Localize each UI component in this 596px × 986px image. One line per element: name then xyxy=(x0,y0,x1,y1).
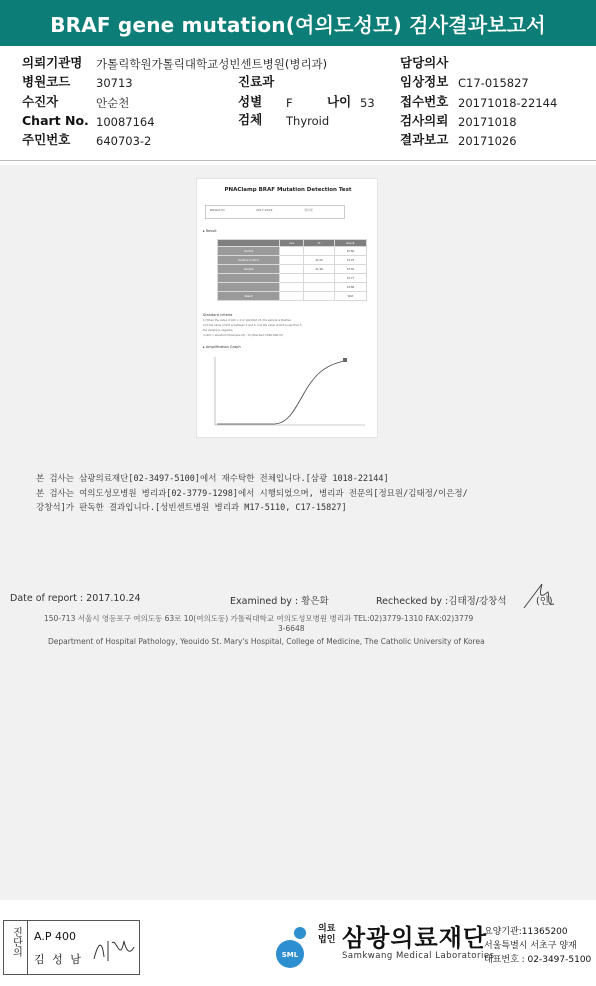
pathologist-stamp xyxy=(3,920,140,975)
address-line: 150-713 서울시 영등포구 여의도동 63로 10(여의도동) 가톨릭대학교 여의도성모병원 병리과 TEL:02)3779-1310 FAX:02)3779 xyxy=(44,614,474,623)
stamp-code: A.P 400 xyxy=(34,930,76,943)
hospital-value: 가톨릭학원가톨릭대학교성빈센트병원(병리과) xyxy=(96,57,328,71)
embedded-note: 2) If the value of ΔCt is between 2 and 5, and the value of ΔCt is less than 5, xyxy=(203,324,303,327)
logo-address: 서울특별시 서초구 양재 xyxy=(484,941,577,951)
amplification-curve xyxy=(217,361,345,424)
col-header: Result xyxy=(334,240,366,247)
specimen-label: 검체 xyxy=(238,112,263,127)
table-cell: 25.80 xyxy=(334,247,366,256)
col-header: Ave xyxy=(280,240,304,247)
table-cell: 34.86 xyxy=(334,283,366,292)
remark-line-3: 강창석]가 판독한 결과입니다.[성빈센트병원 병리과 M17-5110, C17-15827] xyxy=(36,503,347,513)
date-of-report: Date of report : 2017.10.24 xyxy=(10,593,141,604)
logo-mark-text: SML xyxy=(281,951,299,959)
table-row xyxy=(218,256,367,265)
graph-legend-marker xyxy=(343,358,347,362)
table-cell: Control xyxy=(218,247,280,256)
table-cell xyxy=(280,247,304,256)
embedded-patient-id-value: 2017-2019 xyxy=(256,208,273,212)
code-value: 30713 xyxy=(96,76,133,90)
embedded-note: 1) When the value of ΔCt < 2 or Valid Ref. Ct, the sample is Positive xyxy=(203,319,291,322)
table-cell xyxy=(304,247,335,256)
id-label: 주민번호 xyxy=(22,132,71,147)
table-cell xyxy=(280,292,304,301)
patient-value: 안순천 xyxy=(96,96,130,110)
table-row xyxy=(218,283,367,292)
stamp-vertical-label xyxy=(4,921,28,974)
age-label: 나이 xyxy=(327,94,352,109)
logo-license: 요양기관:11365200 xyxy=(484,927,568,937)
amplification-graph xyxy=(205,353,369,433)
sex-value: F xyxy=(286,96,293,110)
divider xyxy=(0,160,596,161)
stamp-signature xyxy=(90,933,136,967)
table-cell: 21.98 xyxy=(304,265,335,274)
embedded-standard-section: Standard criteria xyxy=(203,313,233,317)
department-line: Department of Hospital Pathology, Yeouido St. Mary's Hospital, College of Medicine, The Catholic University of Korea xyxy=(48,637,485,646)
embedded-note: the sample is negative xyxy=(203,329,233,332)
report-title: BRAF gene mutation(여의도성모) 검사결과보고서 xyxy=(50,12,546,37)
table-cell: 33.25 xyxy=(334,256,366,265)
patient-label: 수진자 xyxy=(22,94,59,109)
table-cell xyxy=(218,283,280,292)
stamp-name: 김 성 남 xyxy=(34,953,83,966)
remark-line-1: 본 검사는 삼광의료재단[02-3497-5100]에서 재수탁한 전체입니다.[삼광 1018-22144] xyxy=(36,474,389,484)
table-cell: Result xyxy=(218,292,280,301)
seal-mark: (인) xyxy=(536,596,553,607)
age-value: 53 xyxy=(360,96,375,110)
embedded-pna-report xyxy=(196,178,378,438)
col-header: Ct xyxy=(304,240,335,247)
receipt-label: 접수번호 xyxy=(400,94,449,109)
embedded-result-section: ▸ Result xyxy=(203,229,217,233)
embedded-title: PNAClamp BRAF Mutation Detection Test xyxy=(224,187,352,193)
embedded-note: 3) ΔCt = standard Ct(sample Ct) - Ct (Standard Ct/No PNA Ct) xyxy=(203,334,284,337)
clinical-label: 임상정보 xyxy=(400,74,449,89)
logo-mark-icon xyxy=(270,924,310,970)
sex-label: 성별 xyxy=(238,94,263,109)
code-label: 병원코드 xyxy=(22,74,71,89)
table-row xyxy=(218,247,367,256)
table-row xyxy=(218,292,367,301)
id-value: 640703-2 xyxy=(96,134,152,148)
examined-by: Examined by : 황은화 xyxy=(230,596,329,607)
signature-scribble xyxy=(520,578,560,614)
table-row xyxy=(218,265,367,274)
clinical-value: C17-015827 xyxy=(458,76,529,90)
embedded-id-box xyxy=(205,205,345,219)
rechecked-by: Rechecked by :김태정/강창석 xyxy=(376,596,507,607)
col-header xyxy=(218,240,280,247)
table-cell xyxy=(280,256,304,265)
address-cont: 3-6648 xyxy=(278,624,305,633)
doctor-label: 담당의사 xyxy=(400,55,449,70)
table-cell: 33.77 xyxy=(334,274,366,283)
table-cell xyxy=(280,283,304,292)
table-cell: 21.00 xyxy=(304,256,335,265)
embedded-result-table xyxy=(217,239,367,301)
chart-value: 10087164 xyxy=(96,115,155,129)
report-value: 20171026 xyxy=(458,134,517,148)
table-cell: Wild xyxy=(334,292,366,301)
table-cell: Positive Control xyxy=(218,256,280,265)
receipt-value: 20171018-22144 xyxy=(458,96,558,110)
table-cell xyxy=(218,274,280,283)
logo-phone: 대표번호 : 02-3497-5100 xyxy=(484,955,592,965)
table-row xyxy=(218,274,367,283)
embedded-date-label: 검사일 xyxy=(304,208,313,212)
table-cell xyxy=(280,265,304,274)
remark-line-2: 본 검사는 여의도성모병원 병리과[02-3779-1298]에서 시행되었으며, 병리과 전문의[정묘원/김태정/이은정/ xyxy=(36,489,468,499)
table-cell xyxy=(304,292,335,301)
table-cell xyxy=(280,274,304,283)
dept-label: 진료과 xyxy=(238,74,275,89)
stamp-vertical-text: 진단의 xyxy=(10,927,22,957)
logo-english: Samkwang Medical Laboratories xyxy=(342,951,495,961)
logo-name: 삼광의료재단 xyxy=(342,924,488,952)
request-label: 검사의뢰 xyxy=(400,113,449,128)
table-cell xyxy=(304,274,335,283)
specimen-value: Thyroid xyxy=(286,114,330,128)
patient-info xyxy=(0,52,596,160)
table-cell: 33.50 xyxy=(334,265,366,274)
logo-kor-small-2: 법인 xyxy=(318,935,336,945)
report-label: 결과보고 xyxy=(400,132,449,147)
report-title-bar xyxy=(0,0,596,46)
table-cell: Sample xyxy=(218,265,280,274)
request-value: 20171018 xyxy=(458,115,517,129)
embedded-patient-id-label: Patient ID xyxy=(210,208,225,212)
embedded-graph-section: ▸ Amplification Graph xyxy=(203,345,241,349)
hospital-label: 의뢰기관명 xyxy=(22,55,83,70)
chart-label: Chart No. xyxy=(22,113,89,128)
table-cell xyxy=(304,283,335,292)
logo-kor-small-1: 의료 xyxy=(318,924,336,934)
samkwang-logo xyxy=(268,918,596,978)
